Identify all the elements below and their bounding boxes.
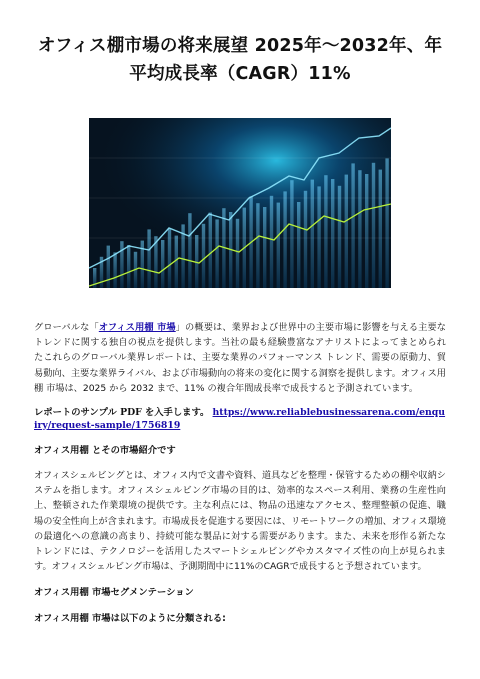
hero-bar	[358, 170, 361, 288]
hero-bar	[372, 163, 375, 288]
hero-bar	[209, 213, 212, 288]
section-heading-classification: オフィス用棚 市場は以下のように分類される:	[34, 613, 226, 625]
hero-bar	[263, 207, 266, 288]
hero-bar	[161, 240, 164, 288]
intro-prefix: グローバルな「	[34, 322, 99, 333]
hero-bar	[107, 246, 110, 288]
hero-bar	[317, 186, 320, 288]
hero-bar	[283, 191, 286, 288]
hero-bar	[127, 245, 130, 288]
hero-bar	[331, 179, 334, 288]
hero-bar	[215, 219, 218, 288]
hero-bar	[351, 163, 354, 288]
hero-bar	[324, 175, 327, 288]
section-body-intro: オフィスシェルビングとは、オフィス内で文書や資料、道具などを整理・保管するための棚や収納システムを指します。オフィスシェルビング市場の目的は、効率的なスペース利用、業務の生産性向上、整頓された作業環境の提供です。主な利点には、物品の迅速なアクセス、整理整頓の促進、職場の安全性向上が含まれます。市場成長を促進する要因には、リモートワークの増加、オフィス環境の最適化への意識の高まり、持続可能な製品に対する需要があります。また、未来を形作る新たなトレンドには、テクノロジーを活用したスマートシェルビングやカスタマイズ性の向上が見られます。オフィスシェルビング市場は、予測期間中に11%のCAGRで成長すると予想されています。	[34, 470, 446, 573]
hero-bar	[120, 241, 123, 288]
hero-bar	[270, 196, 273, 288]
hero-bar	[345, 175, 348, 288]
intro-body: 」の概要は、業界および世界中の主要市場に影響を与える主要なトレンドに関する独自の視点を提供します。当社の最も経験豊富なアナリストによってまとめられたこれらのグローバル業界レポートは、主要な業界のパフォーマンス トレンド、需要の原動力、貿易動向、主要な業界ライバル、および市場動向の将来の変化に関する洞察を提供します。オフィス用棚 市場は、2025 から 2032 まで、11% の複合年間成長率で成長すると予測されています。	[34, 322, 446, 394]
hero-bar	[256, 203, 259, 288]
hero-image-stock-chart	[89, 118, 391, 288]
hero-bar	[304, 191, 307, 288]
hero-bar	[277, 203, 280, 288]
hero-bar	[290, 180, 293, 288]
hero-bar	[338, 186, 341, 288]
hero-bar	[311, 180, 314, 288]
hero-bar	[385, 158, 388, 288]
hero-bar	[379, 170, 382, 288]
hero-bar	[365, 174, 368, 288]
section-heading-intro: オフィス用棚 とその市場紹介です	[34, 445, 176, 457]
sample-label: レポートのサンプル PDF を入手します。	[34, 407, 210, 419]
hero-bar	[236, 219, 239, 288]
sample-url-link[interactable]: https://www.reliablebusinessarena.com/enquiry/request-sample/1756819	[34, 407, 446, 431]
hero-bar	[175, 236, 178, 288]
hero-bar	[188, 213, 191, 288]
section-heading-segmentation: オフィス用棚 市場セグメンテーション	[34, 587, 194, 599]
hero-bar	[113, 252, 116, 288]
hero-bar	[297, 202, 300, 288]
hero-bar	[202, 224, 205, 288]
document-title: オフィス棚市場の将来展望 2025年〜2032年、年平均成長率（CAGR）11%	[37, 36, 443, 84]
intro-paragraph	[34, 320, 446, 396]
sample-request	[34, 407, 446, 432]
market-link[interactable]: オフィス用棚 市場	[98, 322, 176, 333]
